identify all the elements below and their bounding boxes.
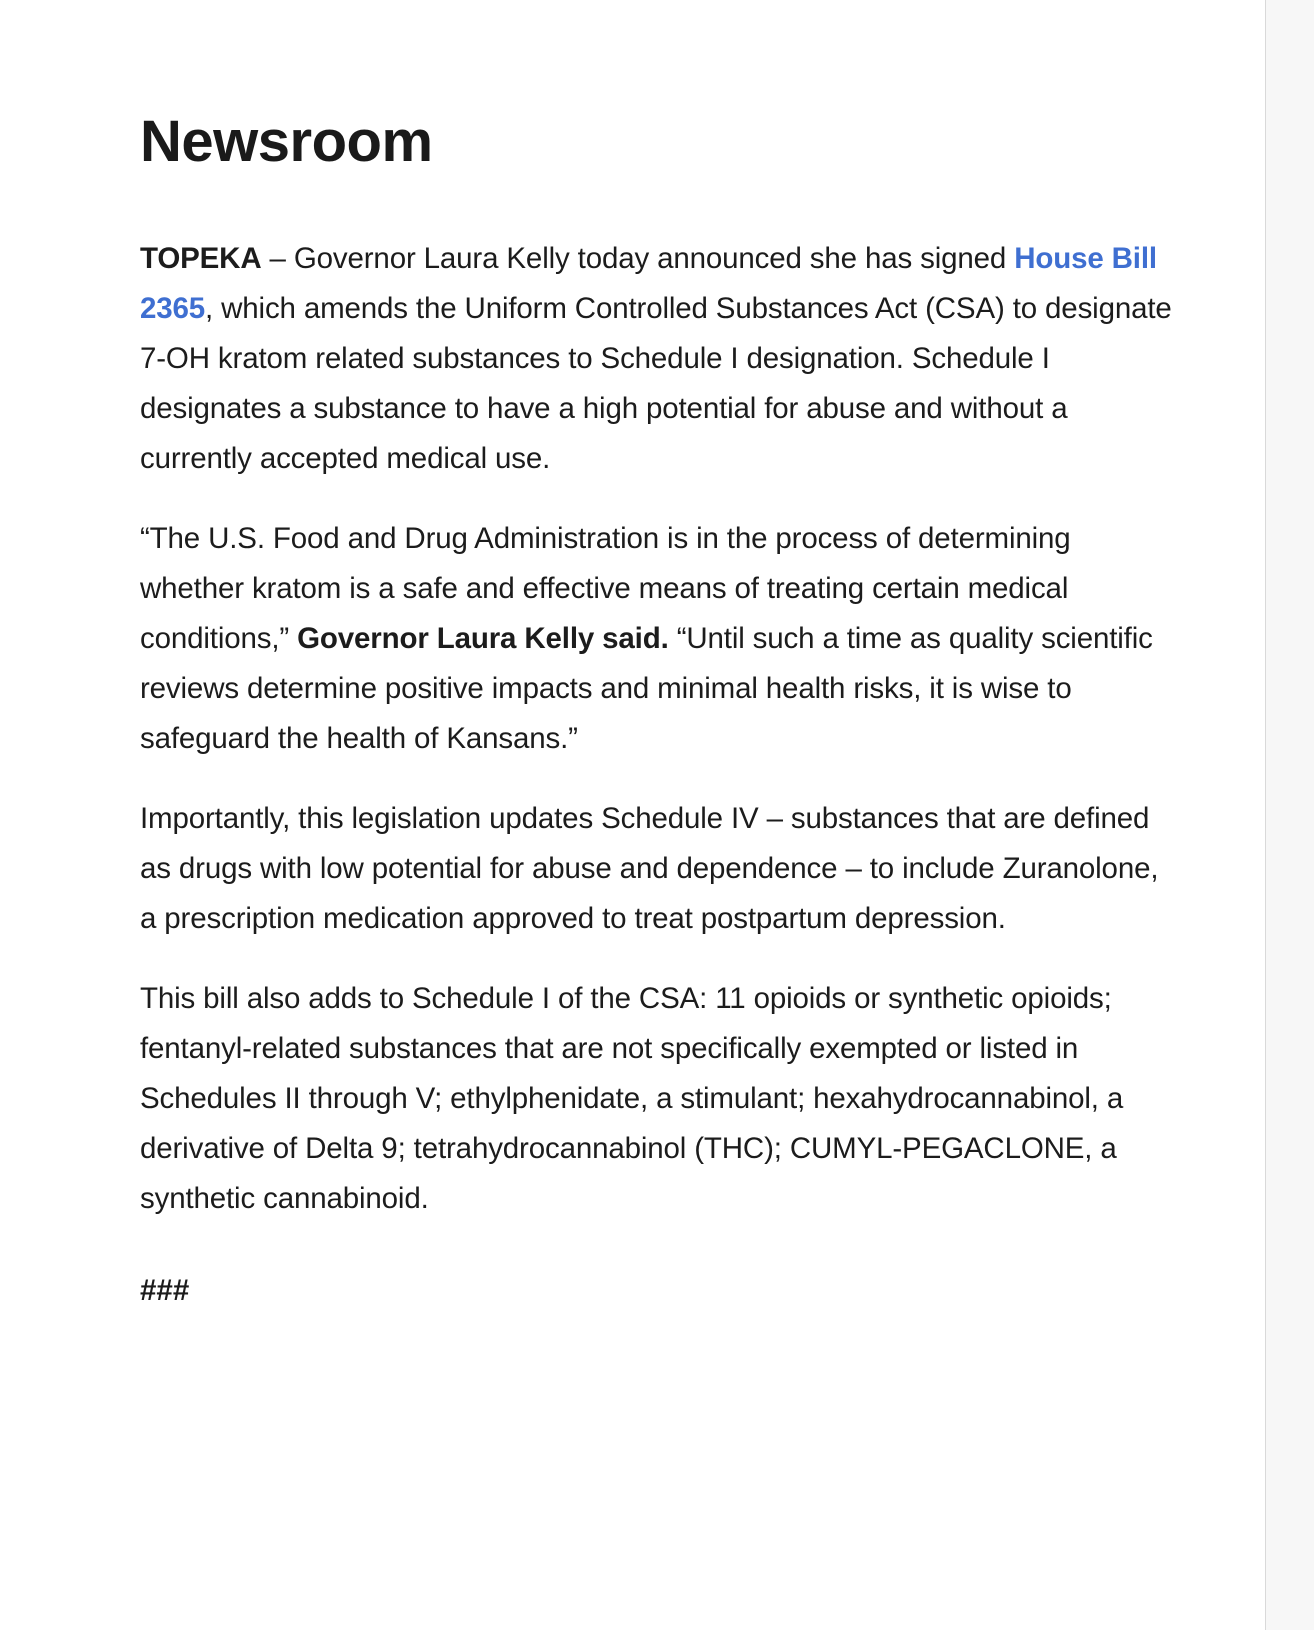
end-mark: ### [140,1274,190,1307]
announcement-rest: , which amends the Uniform Controlled Substances Act (CSA) to designate 7-OH kratom related substances to Schedule I designation. Schedule I designates a substance to have a high potential for abuse and without a currently accepted medical use. [140,292,1172,475]
paragraph-quote [140,514,1180,764]
dateline: TOPEKA [140,242,262,275]
paragraph-schedule-i: This bill also adds to Schedule I of the CSA: 11 opioids or synthetic opioids; fentanyl-related substances that are not specifically exempted or listed in Schedules II through V; ethylphenidate, a stimulant; hexahydrocannabinol, a derivative of Delta 9; tetrahydrocannabinol (THC); CUMYL-PEGACLONE, a synthetic cannabinoid. [140,982,1124,1215]
paragraph-announcement [140,234,1180,484]
announcement-intro: – Governor Laura Kelly today announced she has signed [261,242,1015,275]
article [140,108,1180,1316]
house-bill-link[interactable]: House Bill 2365 [140,242,1157,325]
paragraph-schedule-iv: Importantly, this legislation updates Schedule IV – substances that are defined as drugs with low potential for abuse and dependence – to include Zuranolone, a prescription medication approved to treat postpartum depression. [140,802,1159,935]
quote-end: “Until such a time as quality scientific reviews determine positive impacts and minimal health risks, it is wise to safeguard the health of Kansans.” [140,622,1153,755]
scrollbar-track[interactable] [1265,0,1314,1630]
page-title: Newsroom [140,109,433,174]
quote-speaker: Governor Laura Kelly said. [297,622,669,655]
quote-start: “The U.S. Food and Drug Administration is in the process of determining whether kratom is a safe and effective means of treating certain medical conditions,” [140,522,1071,655]
